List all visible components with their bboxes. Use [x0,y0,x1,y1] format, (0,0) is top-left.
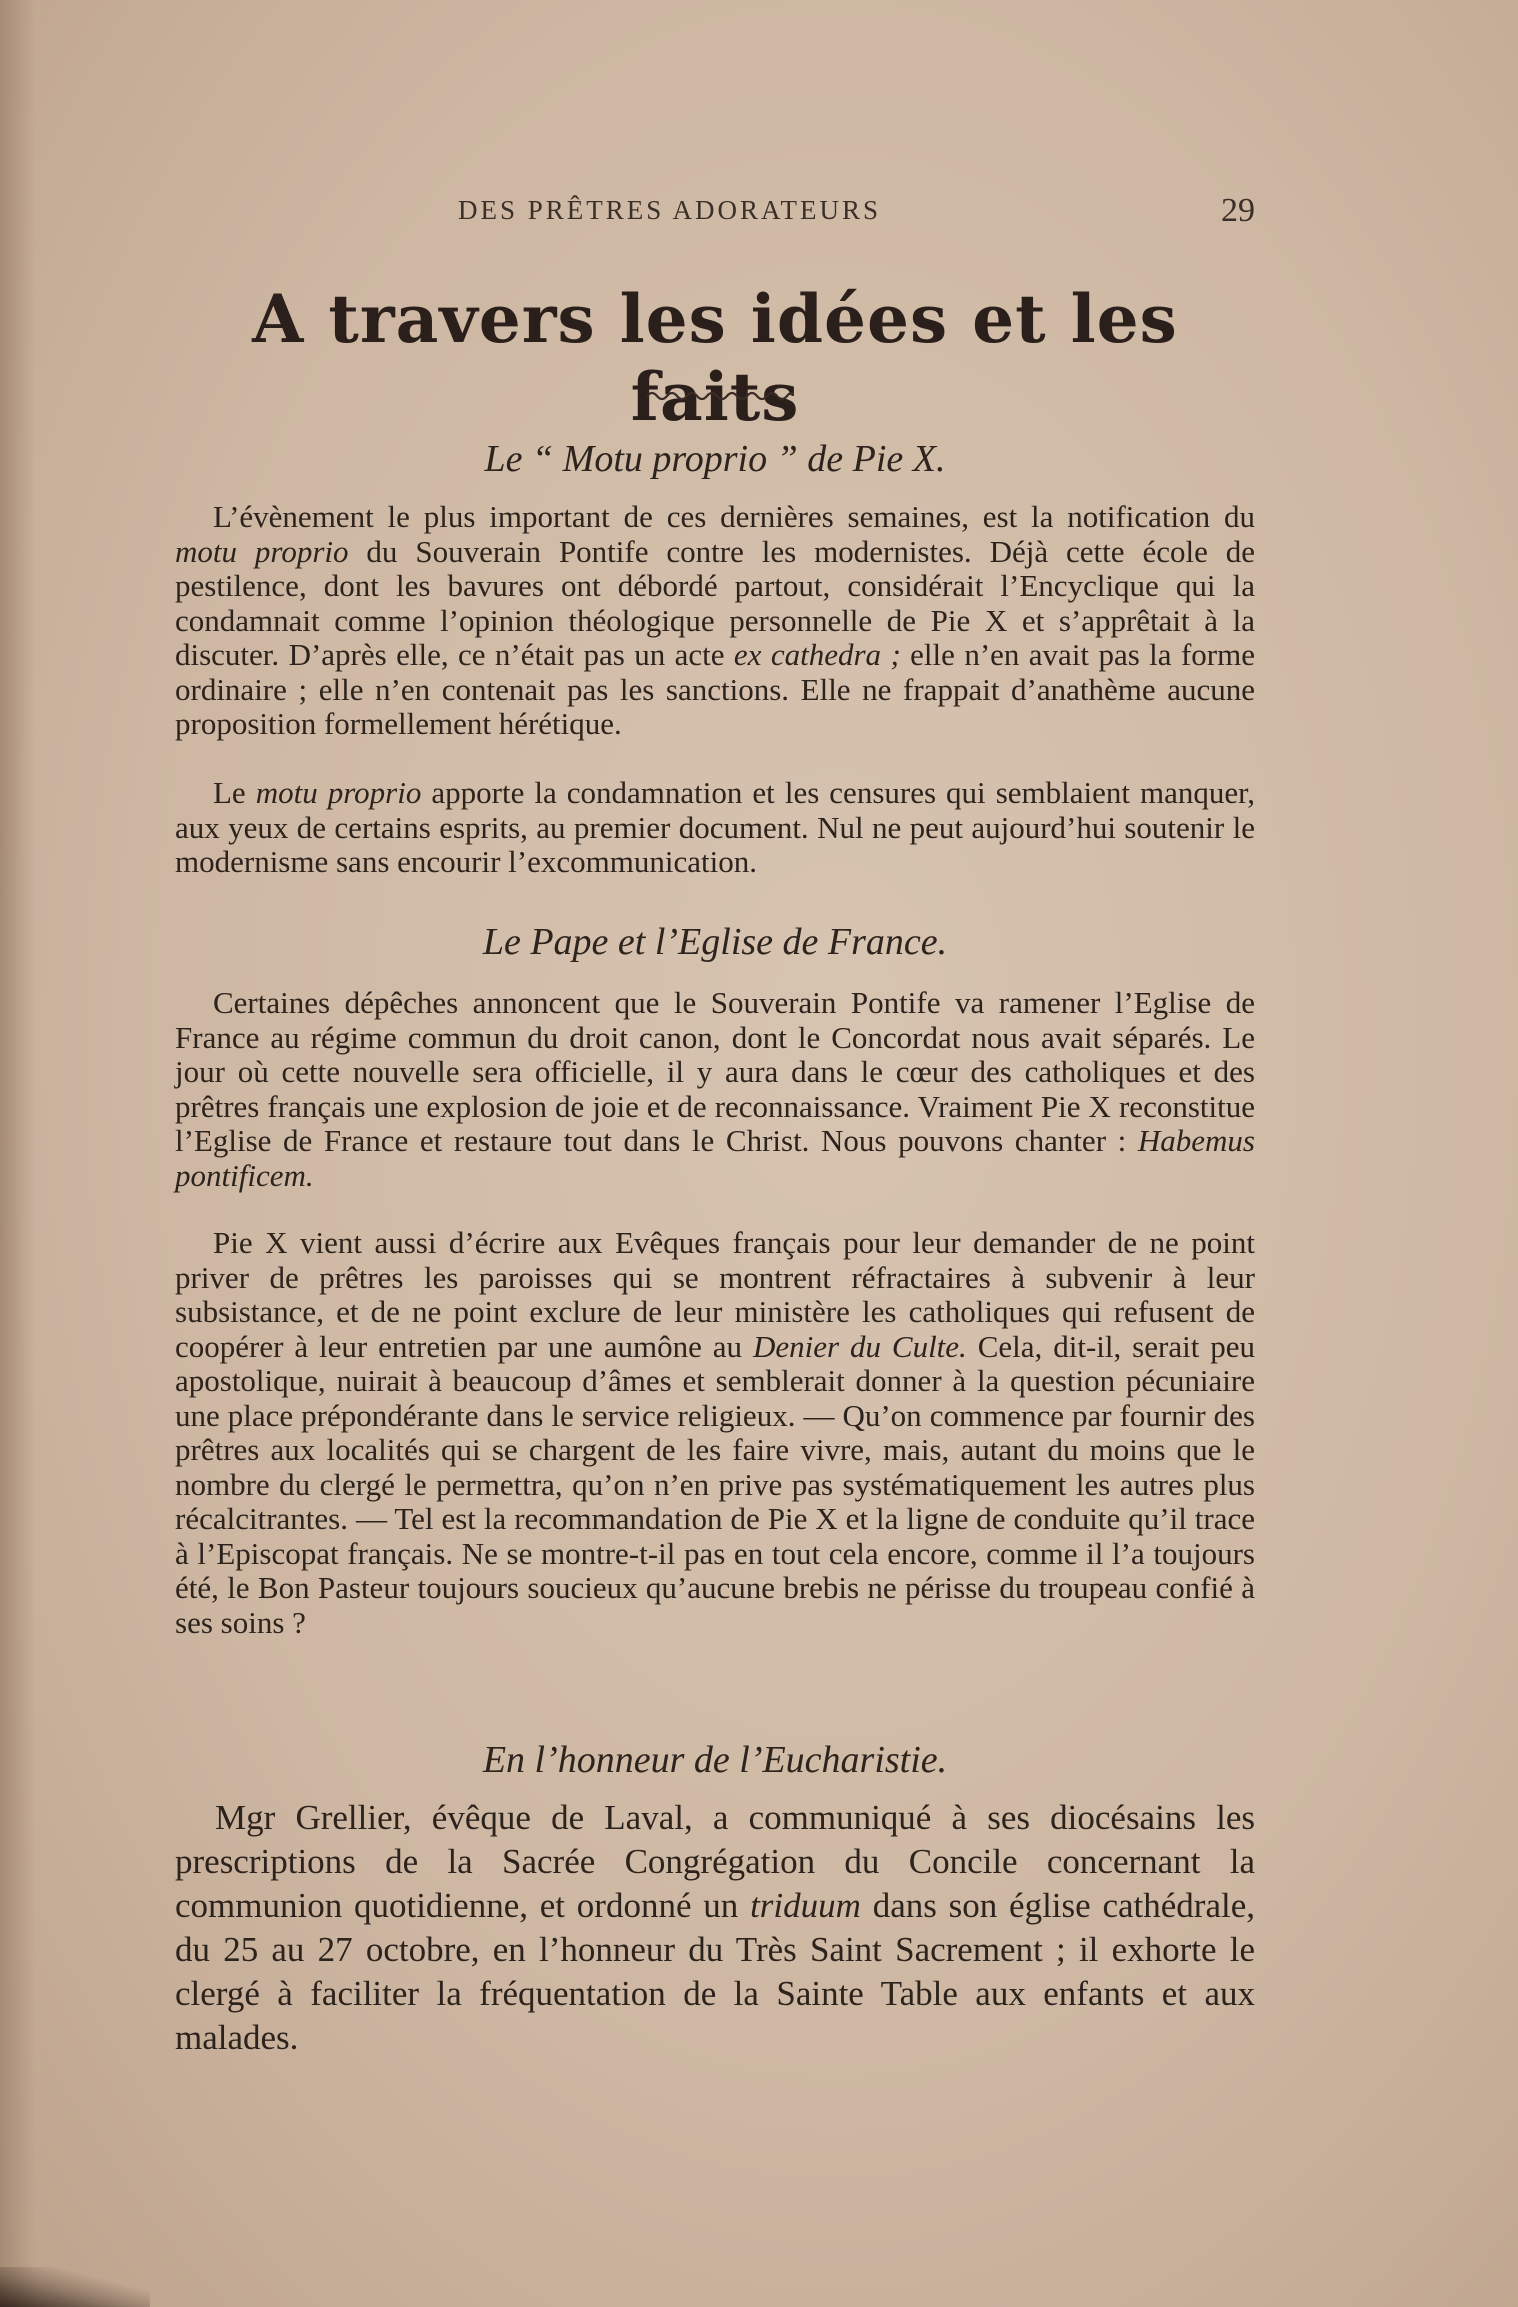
section-title-pape-eglise: Le Pape et l’Eglise de France. [482,921,948,963]
paragraph: Certaines dépêches annoncent que le Souverain Pontife va ramener l’Eglise de France au régime commun du droit canon, dont le Concordat nous avait séparés. Le jour où cette nouvelle sera officielle, il y aura dans le cœur des catholiques et des prêtres français une explosion de joie et de reconnaissance. Vraiment Pie X reconstitue l’Eglise de France et restaure tout dans le Christ. Nous pouvons chanter : Habemus pontificem. [175,985,1255,1193]
section-title-motu-proprio: Le “ Motu proprio ” de Pie X. [484,438,946,480]
wavy-rule-ornament-icon [645,388,795,402]
page-number: 29 [1221,192,1255,229]
running-header [175,192,1255,235]
page-edge-shadow [0,0,36,2307]
paragraph: Mgr Grellier, évêque de Laval, a communiqué à ses diocésains les prescriptions de la Sacrée Congrégation du Concile concernant la communion quotidienne, et ordonné un triduum dans son église cathédrale, du 25 au 27 octobre, en l’honneur du Très Saint Sacrement ; il exhorte le clergé à faciliter la fréquentation de la Sainte Table aux enfants et aux malades. [175,1798,1255,2057]
running-title: DES PRÊTRES ADORATEURS [458,195,882,225]
paragraph: Le motu proprio apporte la condamnation et les censures qui semblaient manquer, aux yeux de certains esprits, au premier document. Nul ne peut aujourd’hui soutenir le modernisme sans encourir l’excommunication. [175,775,1255,879]
paragraph: Pie X vient aussi d’écrire aux Evêques français pour leur demander de ne point priver de prêtres les paroisses qui se montrent réfractaires à subvenir à leur subsistance, et de ne point exclure de leur ministère les catholiques qui refusent de coopérer à leur entretien par une aumône au Denier du Culte. Cela, dit-il, serait peu apostolique, nuirait à beaucoup d’âmes et semblerait donner à la question pécuniaire une place prépondérante dans le service religieux. — Qu’on commence par fournir des prêtres aux localités qui se chargent de les faire vivre, mais, autant du moins que le nombre du clergé le permettra, qu’on n’en prive pas systématiquement les autres plus récalcitrantes. — Tel est la recommandation de Pie X et la ligne de conduite qu’il trace à l’Episcopat français. Ne se montre-t-il pas en tout cela encore, comme il l’a toujours été, le Bon Pasteur toujours soucieux qu’aucune brebis ne périsse du troupeau confié à ses soins ? [175,1225,1255,1640]
article-title: A travers les idées et les faits [252,280,1178,436]
paragraph: L’évènement le plus important de ces dernières semaines, est la notification du motu proprio du Souverain Pontife contre les modernistes. Déjà cette école de pestilence, dont les bavures ont débordé partout, considérait l’Encyclique qui la condamnait comme l’opinion théologique personnelle de Pie X et s’apprêtait à la discuter. D’après elle, ce n’était pas un acte ex cathedra ; elle n’en avait pas la forme ordinaire ; elle n’en contenait pas les sanctions. Elle ne frappait d’anathème aucune proposition formellement hérétique. [175,499,1255,741]
section-title-eucharistie: En l’honneur de l’Eucharistie. [482,1739,948,1781]
page-corner-shadow [0,2267,150,2307]
